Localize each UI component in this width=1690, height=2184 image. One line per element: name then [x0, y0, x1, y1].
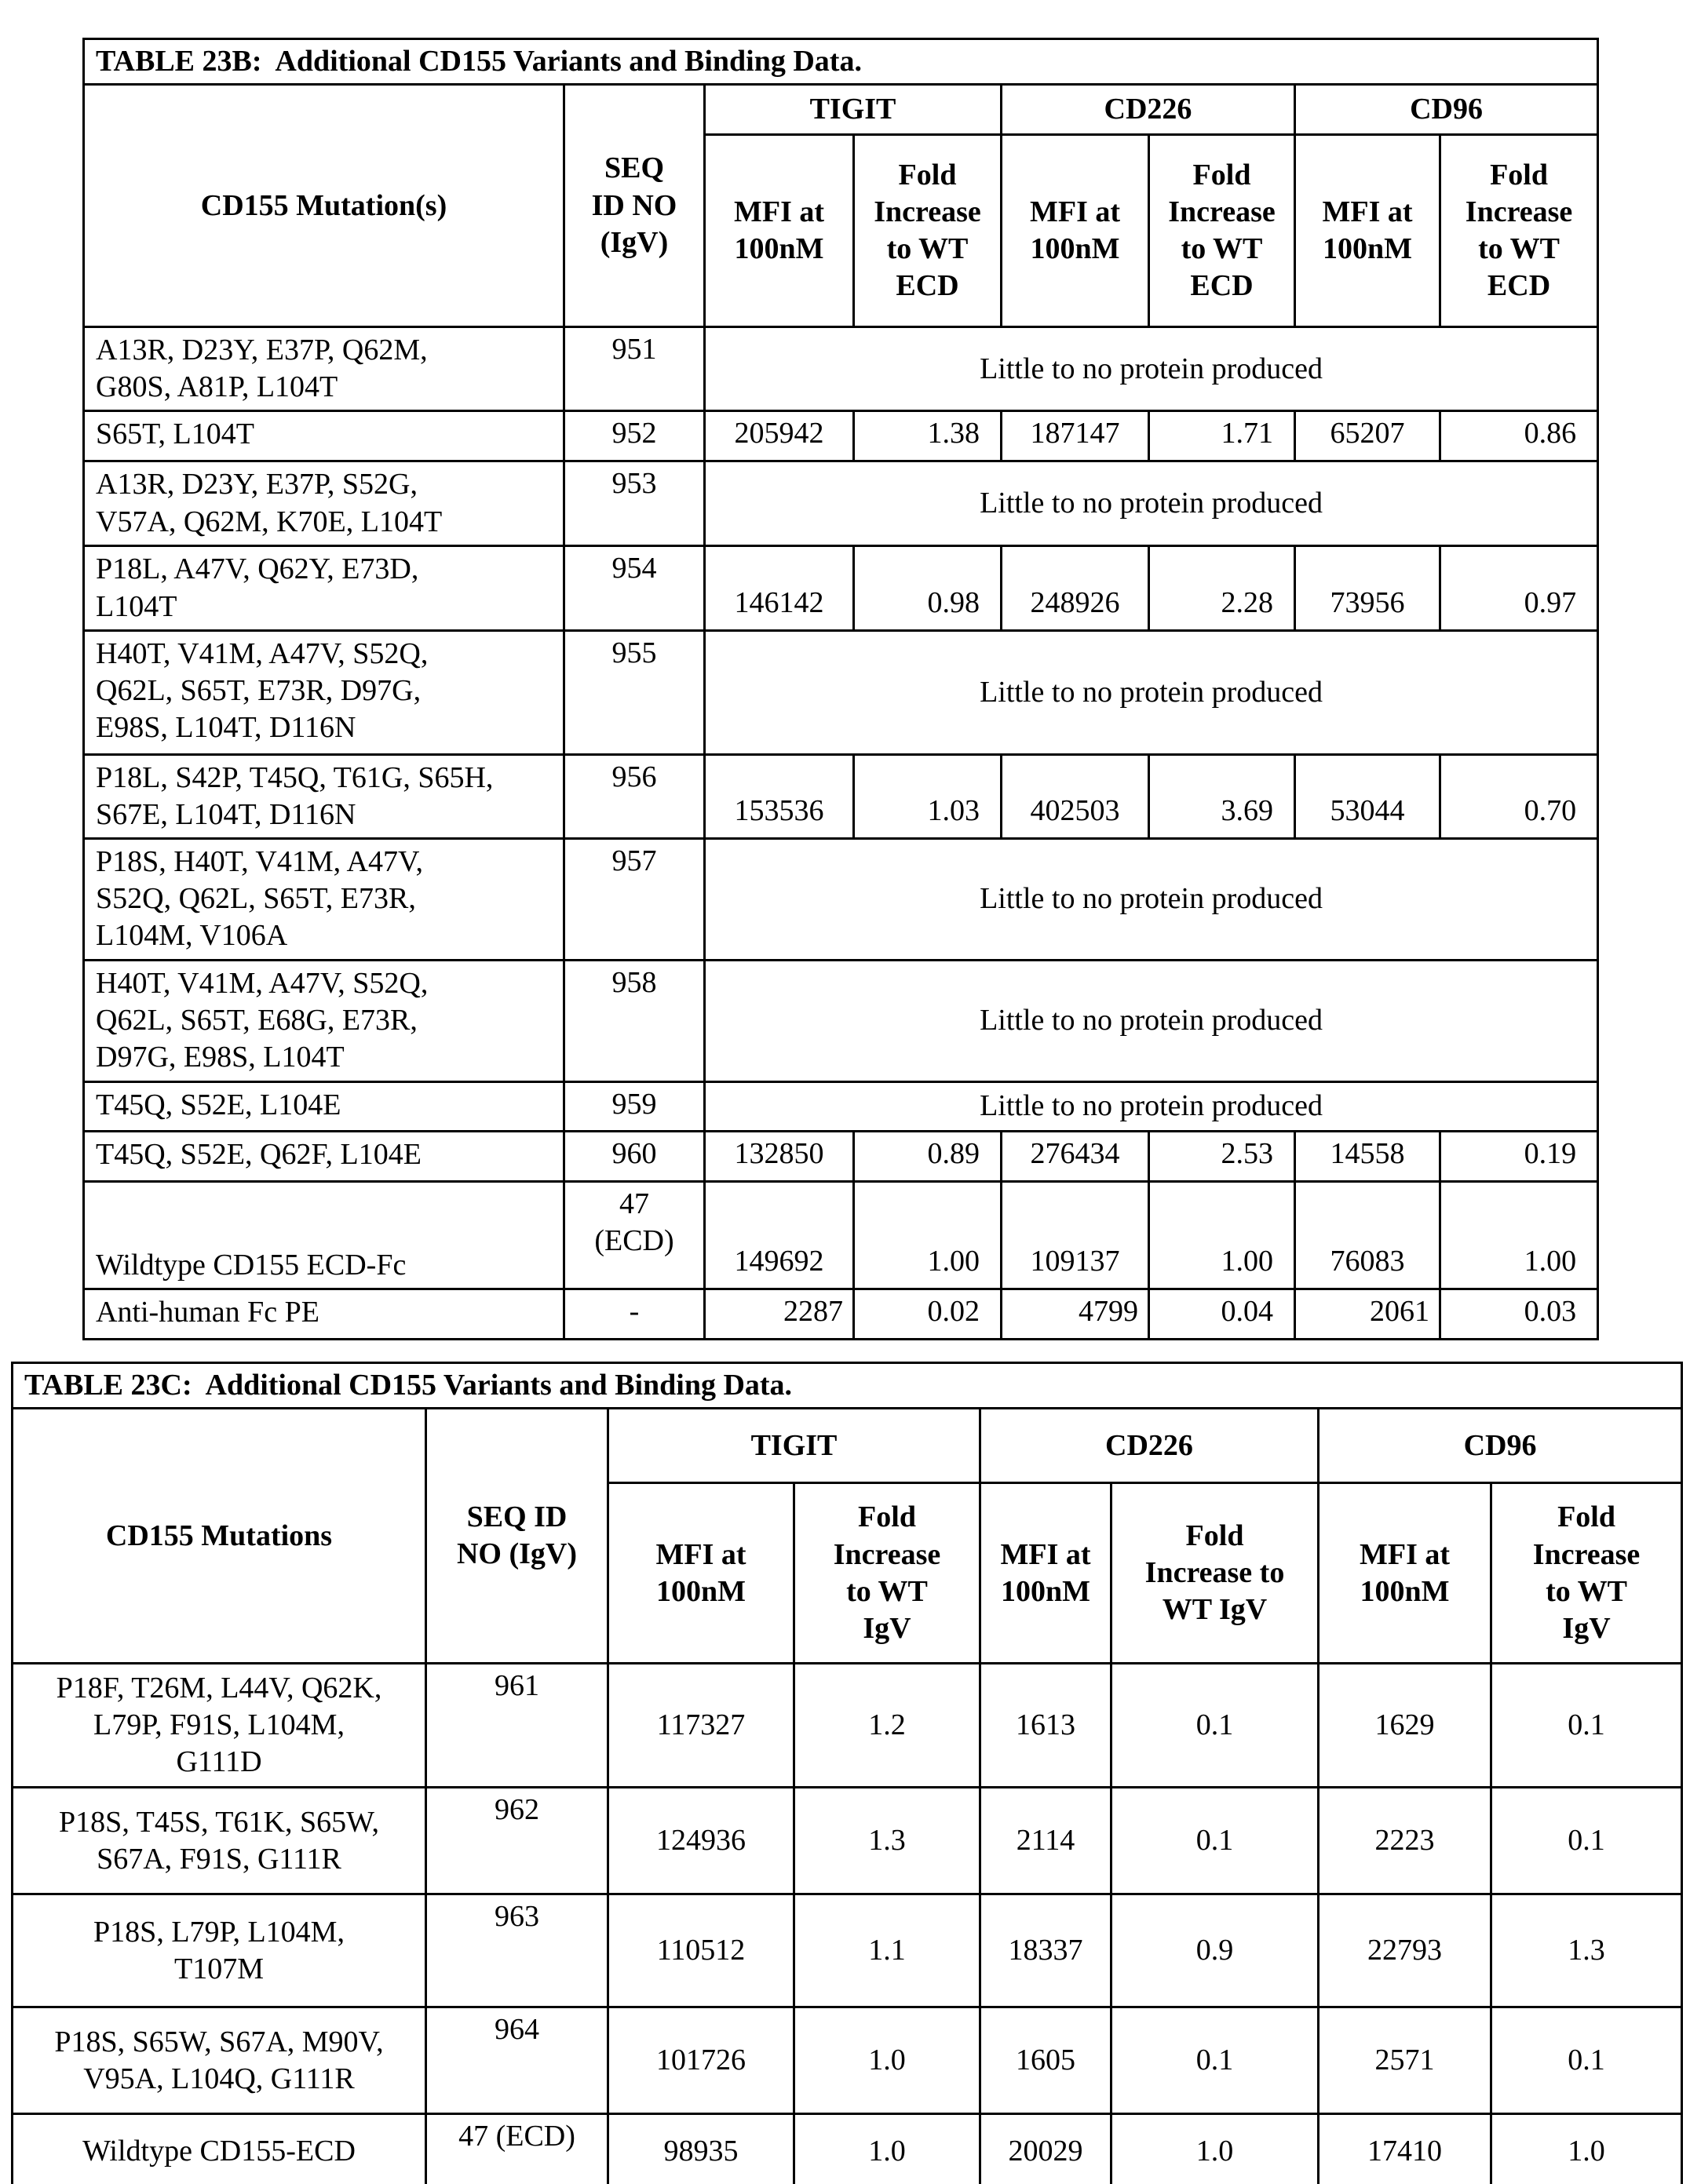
fold-cd96-cell: 1.3 [1491, 1894, 1682, 2007]
table-23c-title: TABLE 23C: Additional CD155 Variants and Binding Data. [13, 1363, 1682, 1409]
fold-tigit-cell: 1.38 [854, 411, 1002, 461]
fold-cd226-cell: 2.53 [1149, 1131, 1295, 1181]
mutations-cell: P18S, S65W, S67A, M90V, V95A, L104Q, G111R [13, 2007, 426, 2114]
fold-cd226-cell: 0.1 [1111, 1664, 1319, 1788]
mfi-cd226-cell: 4799 [1002, 1289, 1149, 1339]
table-row [84, 1289, 1598, 1339]
seq-id-cell: 47 (ECD) [426, 2114, 608, 2184]
mfi-cd96-cell: 22793 [1319, 1894, 1491, 2007]
table-row [84, 1131, 1598, 1181]
mfi-cd226-cell: 276434 [1002, 1131, 1149, 1181]
header-fold-cd96: Fold Increase to WT IgV [1491, 1483, 1682, 1664]
table-23b-title: TABLE 23B: Additional CD155 Variants and Binding Data. [84, 39, 1598, 85]
mfi-cd226-cell: 248926 [1002, 546, 1149, 630]
mfi-cd226-cell: 1613 [980, 1664, 1111, 1788]
seq-id-cell: 47 (ECD) [564, 1181, 705, 1289]
mfi-tigit-cell: 132850 [705, 1131, 854, 1181]
header-fold-cd226: Fold Increase to WT IgV [1111, 1483, 1319, 1664]
table-row [84, 85, 1598, 135]
mutations-cell: P18F, T26M, L44V, Q62K, L79P, F91S, L104M, G111D [13, 1664, 426, 1788]
mfi-tigit-cell: 153536 [705, 754, 854, 838]
seq-id-cell: 962 [426, 1788, 608, 1894]
fold-cd226-cell: 1.0 [1111, 2114, 1319, 2184]
mfi-cd96-cell: 65207 [1295, 411, 1440, 461]
fold-tigit-cell: 1.2 [794, 1664, 980, 1788]
no-protein-note-cell: Little to no protein produced [705, 838, 1598, 960]
header-seq-id: SEQ ID NO (IgV) [564, 85, 705, 327]
fold-tigit-cell: 0.98 [854, 546, 1002, 630]
mfi-cd226-cell: 1605 [980, 2007, 1111, 2114]
header-mfi-cd96: MFI at 100nM [1295, 135, 1440, 327]
seq-id-cell: 951 [564, 327, 705, 411]
mfi-tigit-cell: 149692 [705, 1181, 854, 1289]
mfi-cd96-cell: 2571 [1319, 2007, 1491, 2114]
fold-tigit-cell: 1.1 [794, 1894, 980, 2007]
mutations-cell: T45Q, S52E, L104E [84, 1081, 564, 1131]
header-mfi-tigit: MFI at 100nM [705, 135, 854, 327]
no-protein-note-cell: Little to no protein produced [705, 327, 1598, 411]
mfi-tigit-cell: 124936 [608, 1788, 794, 1894]
header-group-tigit: TIGIT [608, 1409, 980, 1483]
no-protein-note-cell: Little to no protein produced [705, 960, 1598, 1081]
mutations-cell: Anti-human Fc PE [84, 1289, 564, 1339]
mutations-cell: P18S, H40T, V41M, A47V, S52Q, Q62L, S65T, E73R, L104M, V106A [84, 838, 564, 960]
seq-id-cell: 958 [564, 960, 705, 1081]
mutations-cell: P18S, T45S, T61K, S65W, S67A, F91S, G111R [13, 1788, 426, 1894]
fold-cd226-cell: 1.00 [1149, 1181, 1295, 1289]
mfi-tigit-cell: 110512 [608, 1894, 794, 2007]
mfi-tigit-cell: 117327 [608, 1664, 794, 1788]
mfi-tigit-cell: 146142 [705, 546, 854, 630]
header-group-cd226: CD226 [1002, 85, 1295, 135]
seq-id-cell: 963 [426, 1894, 608, 2007]
fold-cd96-cell: 0.97 [1440, 546, 1598, 630]
mutations-cell: P18L, A47V, Q62Y, E73D, L104T [84, 546, 564, 630]
seq-id-cell: 960 [564, 1131, 705, 1181]
header-fold-tigit: Fold Increase to WT ECD [854, 135, 1002, 327]
header-fold-cd226: Fold Increase to WT ECD [1149, 135, 1295, 327]
seq-id-cell: 954 [564, 546, 705, 630]
table-row [84, 960, 1598, 1081]
mfi-cd226-cell: 2114 [980, 1788, 1111, 1894]
fold-cd96-cell: 0.1 [1491, 2007, 1682, 2114]
fold-cd96-cell: 0.03 [1440, 1289, 1598, 1339]
mfi-cd226-cell: 402503 [1002, 754, 1149, 838]
mfi-cd96-cell: 17410 [1319, 2114, 1491, 2184]
table-row [84, 1181, 1598, 1289]
mfi-cd96-cell: 14558 [1295, 1131, 1440, 1181]
seq-id-cell: 964 [426, 2007, 608, 2114]
seq-id-cell: 956 [564, 754, 705, 838]
table-row [13, 2007, 1682, 2114]
no-protein-note-cell: Little to no protein produced [705, 461, 1598, 546]
table-row [84, 546, 1598, 630]
table-row [84, 461, 1598, 546]
seq-id-cell: 952 [564, 411, 705, 461]
fold-cd96-cell: 0.86 [1440, 411, 1598, 461]
header-seq-id: SEQ ID NO (IgV) [426, 1409, 608, 1664]
seq-id-cell: 959 [564, 1081, 705, 1131]
fold-tigit-cell: 1.00 [854, 1181, 1002, 1289]
header-group-cd96: CD96 [1319, 1409, 1682, 1483]
mutations-cell: Wildtype CD155-ECD [13, 2114, 426, 2184]
fold-cd226-cell: 2.28 [1149, 546, 1295, 630]
table-23b [82, 38, 1599, 1340]
header-group-cd96: CD96 [1295, 85, 1598, 135]
mutations-cell: Wildtype CD155 ECD-Fc [84, 1181, 564, 1289]
table-row [13, 1894, 1682, 2007]
fold-cd226-cell: 0.04 [1149, 1289, 1295, 1339]
seq-id-cell: 953 [564, 461, 705, 546]
table-row [84, 327, 1598, 411]
fold-tigit-cell: 1.0 [794, 2114, 980, 2184]
mfi-cd96-cell: 53044 [1295, 754, 1440, 838]
mfi-cd96-cell: 1629 [1319, 1664, 1491, 1788]
seq-id-cell: 961 [426, 1664, 608, 1788]
table-row [84, 630, 1598, 754]
fold-tigit-cell: 1.0 [794, 2007, 980, 2114]
seq-id-cell: - [564, 1289, 705, 1339]
mfi-cd226-cell: 109137 [1002, 1181, 1149, 1289]
mutations-cell: H40T, V41M, A47V, S52Q, Q62L, S65T, E68G, E73R, D97G, E98S, L104T [84, 960, 564, 1081]
mfi-cd96-cell: 76083 [1295, 1181, 1440, 1289]
fold-cd96-cell: 0.19 [1440, 1131, 1598, 1181]
table-row [84, 754, 1598, 838]
table-row [84, 39, 1598, 85]
mutations-cell: P18L, S42P, T45Q, T61G, S65H, S67E, L104T, D116N [84, 754, 564, 838]
fold-tigit-cell: 1.3 [794, 1788, 980, 1894]
mutations-cell: H40T, V41M, A47V, S52Q, Q62L, S65T, E73R, D97G, E98S, L104T, D116N [84, 630, 564, 754]
fold-cd96-cell: 0.1 [1491, 1664, 1682, 1788]
mfi-tigit-cell: 101726 [608, 2007, 794, 2114]
mfi-cd226-cell: 187147 [1002, 411, 1149, 461]
fold-cd226-cell: 1.71 [1149, 411, 1295, 461]
no-protein-note-cell: Little to no protein produced [705, 1081, 1598, 1131]
mfi-cd96-cell: 2061 [1295, 1289, 1440, 1339]
header-mfi-cd226: MFI at 100nM [980, 1483, 1111, 1664]
mfi-cd226-cell: 18337 [980, 1894, 1111, 2007]
table-row [84, 411, 1598, 461]
header-group-tigit: TIGIT [705, 85, 1002, 135]
mutations-cell: S65T, L104T [84, 411, 564, 461]
header-cd155-mutations: CD155 Mutations [13, 1409, 426, 1664]
fold-tigit-cell: 1.03 [854, 754, 1002, 838]
fold-cd226-cell: 0.9 [1111, 1894, 1319, 2007]
table-row [13, 2114, 1682, 2184]
seq-id-cell: 957 [564, 838, 705, 960]
mutations-cell: P18S, L79P, L104M, T107M [13, 1894, 426, 2007]
mfi-tigit-cell: 2287 [705, 1289, 854, 1339]
table-row [13, 1664, 1682, 1788]
fold-tigit-cell: 0.02 [854, 1289, 1002, 1339]
header-fold-tigit: Fold Increase to WT IgV [794, 1483, 980, 1664]
mfi-cd96-cell: 73956 [1295, 546, 1440, 630]
fold-cd226-cell: 0.1 [1111, 2007, 1319, 2114]
mutations-cell: A13R, D23Y, E37P, Q62M, G80S, A81P, L104T [84, 327, 564, 411]
mutations-cell: A13R, D23Y, E37P, S52G, V57A, Q62M, K70E, L104T [84, 461, 564, 546]
header-mfi-cd226: MFI at 100nM [1002, 135, 1149, 327]
fold-cd96-cell: 0.70 [1440, 754, 1598, 838]
header-mfi-cd96: MFI at 100nM [1319, 1483, 1491, 1664]
header-group-cd226: CD226 [980, 1409, 1319, 1483]
header-cd155-mutations: CD155 Mutation(s) [84, 85, 564, 327]
no-protein-note-cell: Little to no protein produced [705, 630, 1598, 754]
table-23c [11, 1362, 1683, 2184]
table-row [13, 1363, 1682, 1409]
header-fold-cd96: Fold Increase to WT ECD [1440, 135, 1598, 327]
mfi-tigit-cell: 205942 [705, 411, 854, 461]
fold-cd96-cell: 1.0 [1491, 2114, 1682, 2184]
fold-tigit-cell: 0.89 [854, 1131, 1002, 1181]
table-row [84, 838, 1598, 960]
table-row [13, 1788, 1682, 1894]
fold-cd226-cell: 3.69 [1149, 754, 1295, 838]
mutations-cell: T45Q, S52E, Q62F, L104E [84, 1131, 564, 1181]
mfi-cd96-cell: 2223 [1319, 1788, 1491, 1894]
fold-cd226-cell: 0.1 [1111, 1788, 1319, 1894]
mfi-tigit-cell: 98935 [608, 2114, 794, 2184]
table-row [84, 1081, 1598, 1131]
fold-cd96-cell: 0.1 [1491, 1788, 1682, 1894]
table-row [13, 1409, 1682, 1483]
fold-cd96-cell: 1.00 [1440, 1181, 1598, 1289]
header-mfi-tigit: MFI at 100nM [608, 1483, 794, 1664]
mfi-cd226-cell: 20029 [980, 2114, 1111, 2184]
seq-id-cell: 955 [564, 630, 705, 754]
